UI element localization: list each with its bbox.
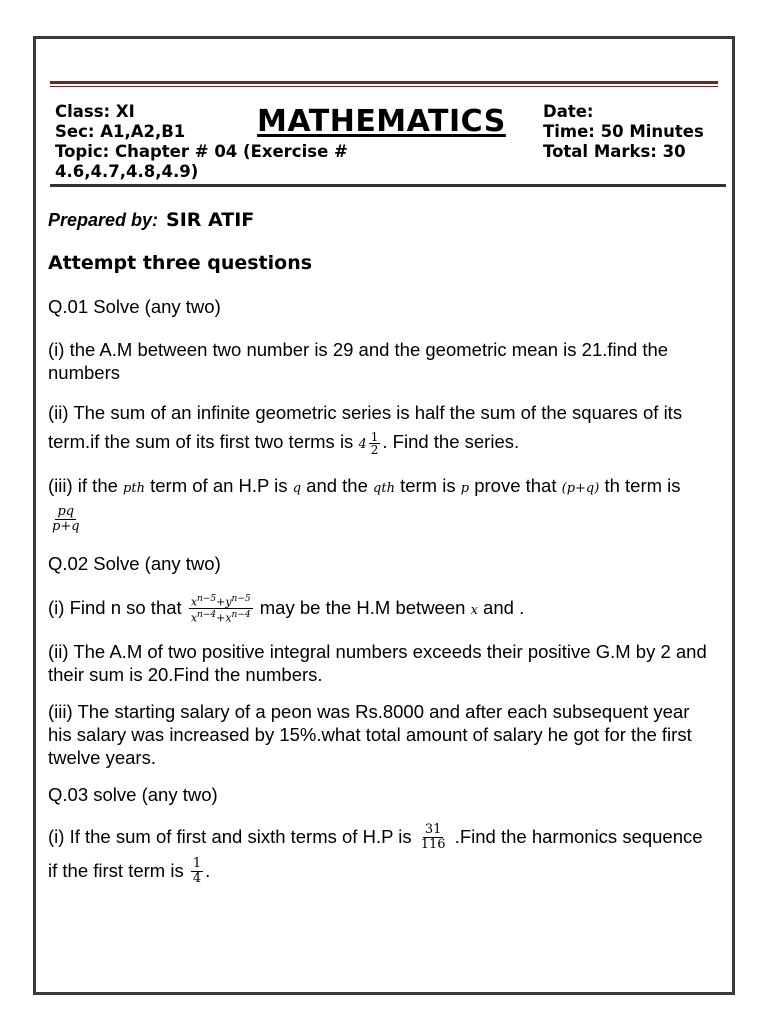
q3-i-text-3: . [205,859,211,881]
q2-heading: Q.02 Solve (any two) [48,552,221,574]
q3-i-denominator: 116 [420,837,446,853]
q3-part-i [48,820,716,888]
q2-i-text-2: may be the H.M between [254,596,471,618]
header-bottom-rule [50,184,726,187]
q1-iii-p: p [460,481,470,496]
topic-line-continued: 4.6,4.7,4.8,4.9) [55,162,199,181]
q1-part-iii [48,471,716,534]
q1-ii-fraction [369,431,381,456]
q2-i-denominator: $x^{n-4}+x^{n-4}$ [190,610,251,625]
section-line: Sec: A1,A2,B1 [55,122,186,141]
date-line: Date: [543,102,594,121]
class-line: Class: XI [55,102,135,121]
header-top-rule [50,81,718,84]
q1-iii-denominator: p+q [52,518,80,534]
q1-iii-text-3: and the [301,475,374,496]
page-frame [33,36,735,995]
q1-iii-text-4: term is [394,475,461,496]
q3-i-numerator: 31 [424,822,442,838]
q3-i-denominator-2: 4 [192,871,202,887]
total-marks-line: Total Marks: 30 [543,142,686,161]
time-line: Time: 50 Minutes [543,122,704,141]
q1-iii-text-2: term of an H.P is [144,475,293,496]
q3-heading: Q.03 solve (any two) [48,783,218,805]
prepared-by-name: SIR ATIF [166,209,255,231]
q1-ii-text-end: . Find the series. [382,431,520,452]
prepared-by-label: Prepared by: [48,210,159,230]
q3-i-fraction-2 [191,857,203,886]
q1-iii-numerator: pq [57,503,75,519]
q1-iii-p-plus-q: (p+q) [561,481,600,496]
q2-part-ii: (ii) The A.M of two positive integral numbers exceeds their positive G.M by 2 and their sum is 20.Find the numbers. [48,640,707,685]
q3-i-text-2: .Find the harmonics sequence if the first term is [48,825,703,881]
q1-iii-text: (iii) if the [48,475,124,496]
prepared-by [48,209,716,232]
topic-line: Topic: Chapter # 04 (Exercise # [55,142,348,161]
q3-i-fraction [419,823,448,852]
page-title: MATHEMATICS [257,104,506,139]
q2-i-text-3: and . [477,596,525,618]
q2-i-text: (i) Find n so that [48,596,187,618]
q1-iii-pth: pth [123,481,145,496]
instruction: Attempt three questions [48,252,313,274]
q2-i-numerator: $x^{n-5}+y^{n-5}$ [190,593,251,609]
q1-ii-text: (ii) The sum of an infinite geometric series is half the sum of the squares of its term.if the sum of its first two terms is [48,402,683,452]
q1-iii-fraction [50,505,82,534]
q1-iii-text-6: th term is [599,475,681,496]
q2-part-iii: (iii) The starting salary of a peon was Rs.8000 and after each subsequent year his salary was increased by 15%.what total amount of salary he got for the first twelve years. [48,700,692,768]
q1-part-ii [48,398,716,459]
q2-i-fraction [189,593,253,625]
q1-ii-numerator: 1 [370,429,379,444]
q2-part-i [48,591,716,628]
header-top-rule-thin [50,86,718,87]
q2-i-x: x [470,602,478,618]
q1-part-i: (i) the A.M between two number is 29 and the geometric mean is 21.find the numbers [48,339,669,383]
q1-ii-denominator: 2 [370,442,379,457]
paper-content [48,209,716,888]
q1-heading: Q.01 Solve (any two) [48,296,221,317]
q3-i-numerator-2: 1 [192,856,202,872]
q1-iii-qth: qth [373,481,395,496]
q1-ii-whole: 4 [358,437,367,452]
q1-iii-text-5: prove that [469,475,562,496]
header-right [543,102,743,162]
q1-iii-q: q [292,481,302,496]
q3-i-text: (i) If the sum of first and sixth terms of H.P is [48,825,417,847]
